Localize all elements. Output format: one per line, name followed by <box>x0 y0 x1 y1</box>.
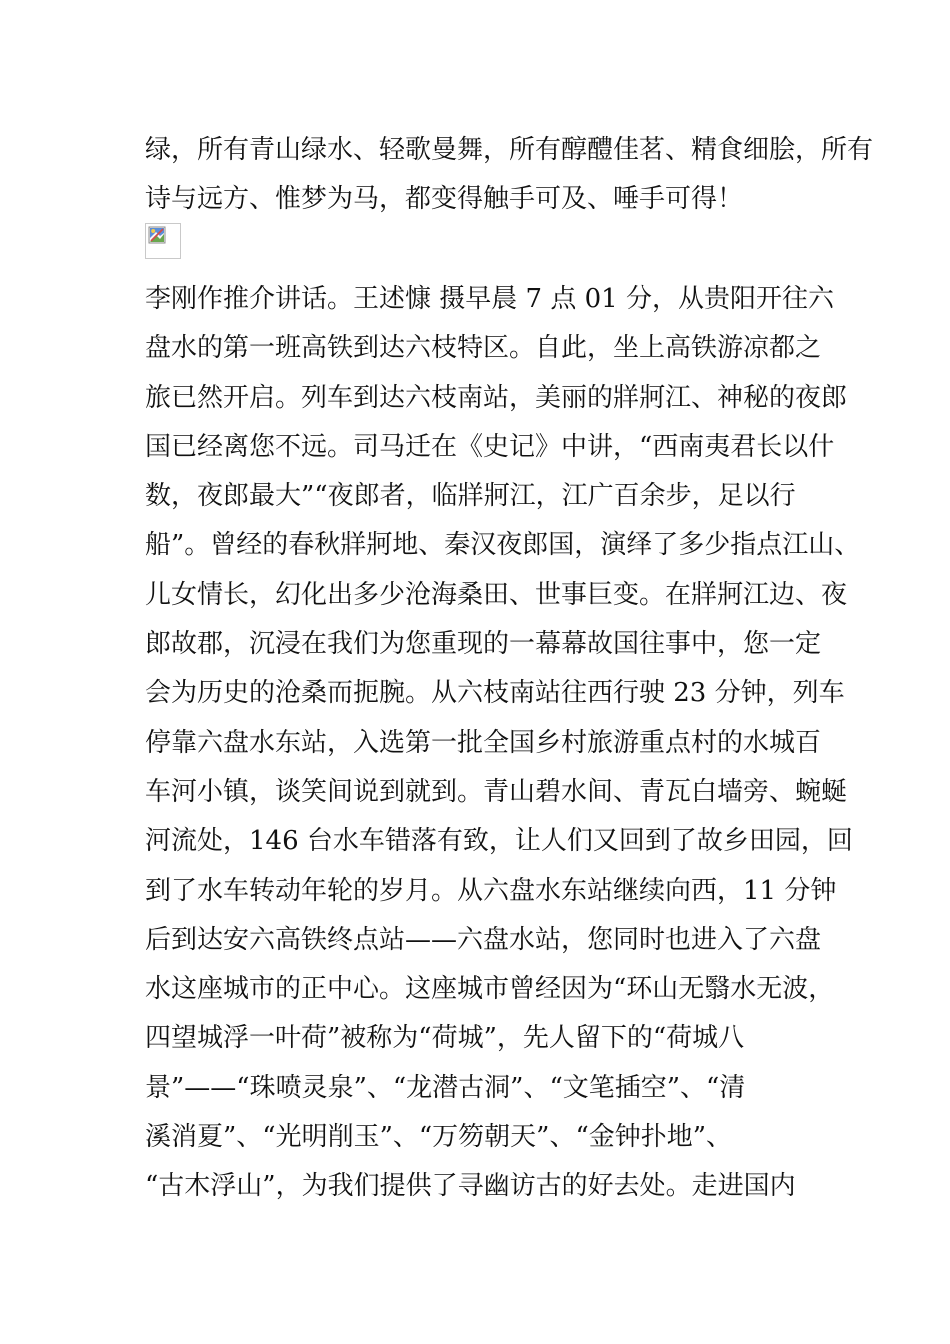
text-line: 数，夜郎最大”“夜郎者，临牂牁江，江广百余步，足以行 <box>145 481 796 512</box>
text-line: 儿女情长，幻化出多少沧海桑田、世事巨变。在牂牁江边、夜 <box>145 579 848 610</box>
text-line: 河流处，146 台水车错落有致，让人们又回到了故乡田园，回 <box>145 826 853 857</box>
broken-image-placeholder <box>145 223 181 259</box>
text-line: 郎故郡，沉浸在我们为您重现的一幕幕故国往事中，您一定 <box>145 629 822 660</box>
text-line: 李刚作推介讲话。王述慷 摄早晨 7 点 01 分，从贵阳开往六 <box>145 284 834 314</box>
text-line: “古木浮山”，为我们提供了寻幽访古的好去处。走进国内 <box>145 1171 796 1202</box>
text-line: 景”——“珠喷灵泉”、“龙潜古洞”、“文笔插空”、“清 <box>145 1072 746 1103</box>
text-line: 停靠六盘水东站，入选第一批全国乡村旅游重点村的水城百 <box>145 727 822 758</box>
text-line: 绿，所有青山绿水、轻歌曼舞，所有醇醴佳茗、精食细脍，所有 <box>145 135 874 165</box>
text-line: 水这座城市的正中心。这座城市曾经因为“环山无翳水无波， <box>145 974 835 1005</box>
text-line: 车河小镇，谈笑间说到就到。青山碧水间、青瓦白墙旁、蜿蜒 <box>145 776 848 807</box>
text-line: 国已经离您不远。司马迁在《史记》中讲，“西南夷君长以什 <box>145 431 835 462</box>
text-line: 四望城浮一叶荷”被称为“荷城”，先人留下的“荷城八 <box>145 1023 745 1054</box>
paragraph-2 <box>145 275 861 1212</box>
text-line: 盘水的第一班高铁到达六枝特区。自此，坐上高铁游凉都之 <box>145 333 822 364</box>
text-line: 旅已然开启。列车到达六枝南站，美丽的牂牁江、神秘的夜郎 <box>145 382 848 413</box>
text-line: 溪消夏”、“光明削玉”、“万笏朝天”、“金钟扑地”、 <box>145 1122 733 1153</box>
text-line: 会为历史的沧桑而扼腕。从六枝南站往西行驶 23 分钟，列车 <box>145 678 845 709</box>
text-line: 船”。曾经的春秋牂牁地、秦汉夜郎国，演绎了多少指点江山、 <box>145 530 861 561</box>
paragraph-1 <box>145 126 874 225</box>
text-line: 诗与远方、惟梦为马，都变得触手可及、唾手可得！ <box>145 184 744 215</box>
text-line: 后到达安六高铁终点站——六盘水站，您同时也进入了六盘 <box>145 924 822 955</box>
broken-image-icon <box>148 226 166 244</box>
text-line: 到了水车转动年轮的岁月。从六盘水东站继续向西，11 分钟 <box>145 875 837 906</box>
